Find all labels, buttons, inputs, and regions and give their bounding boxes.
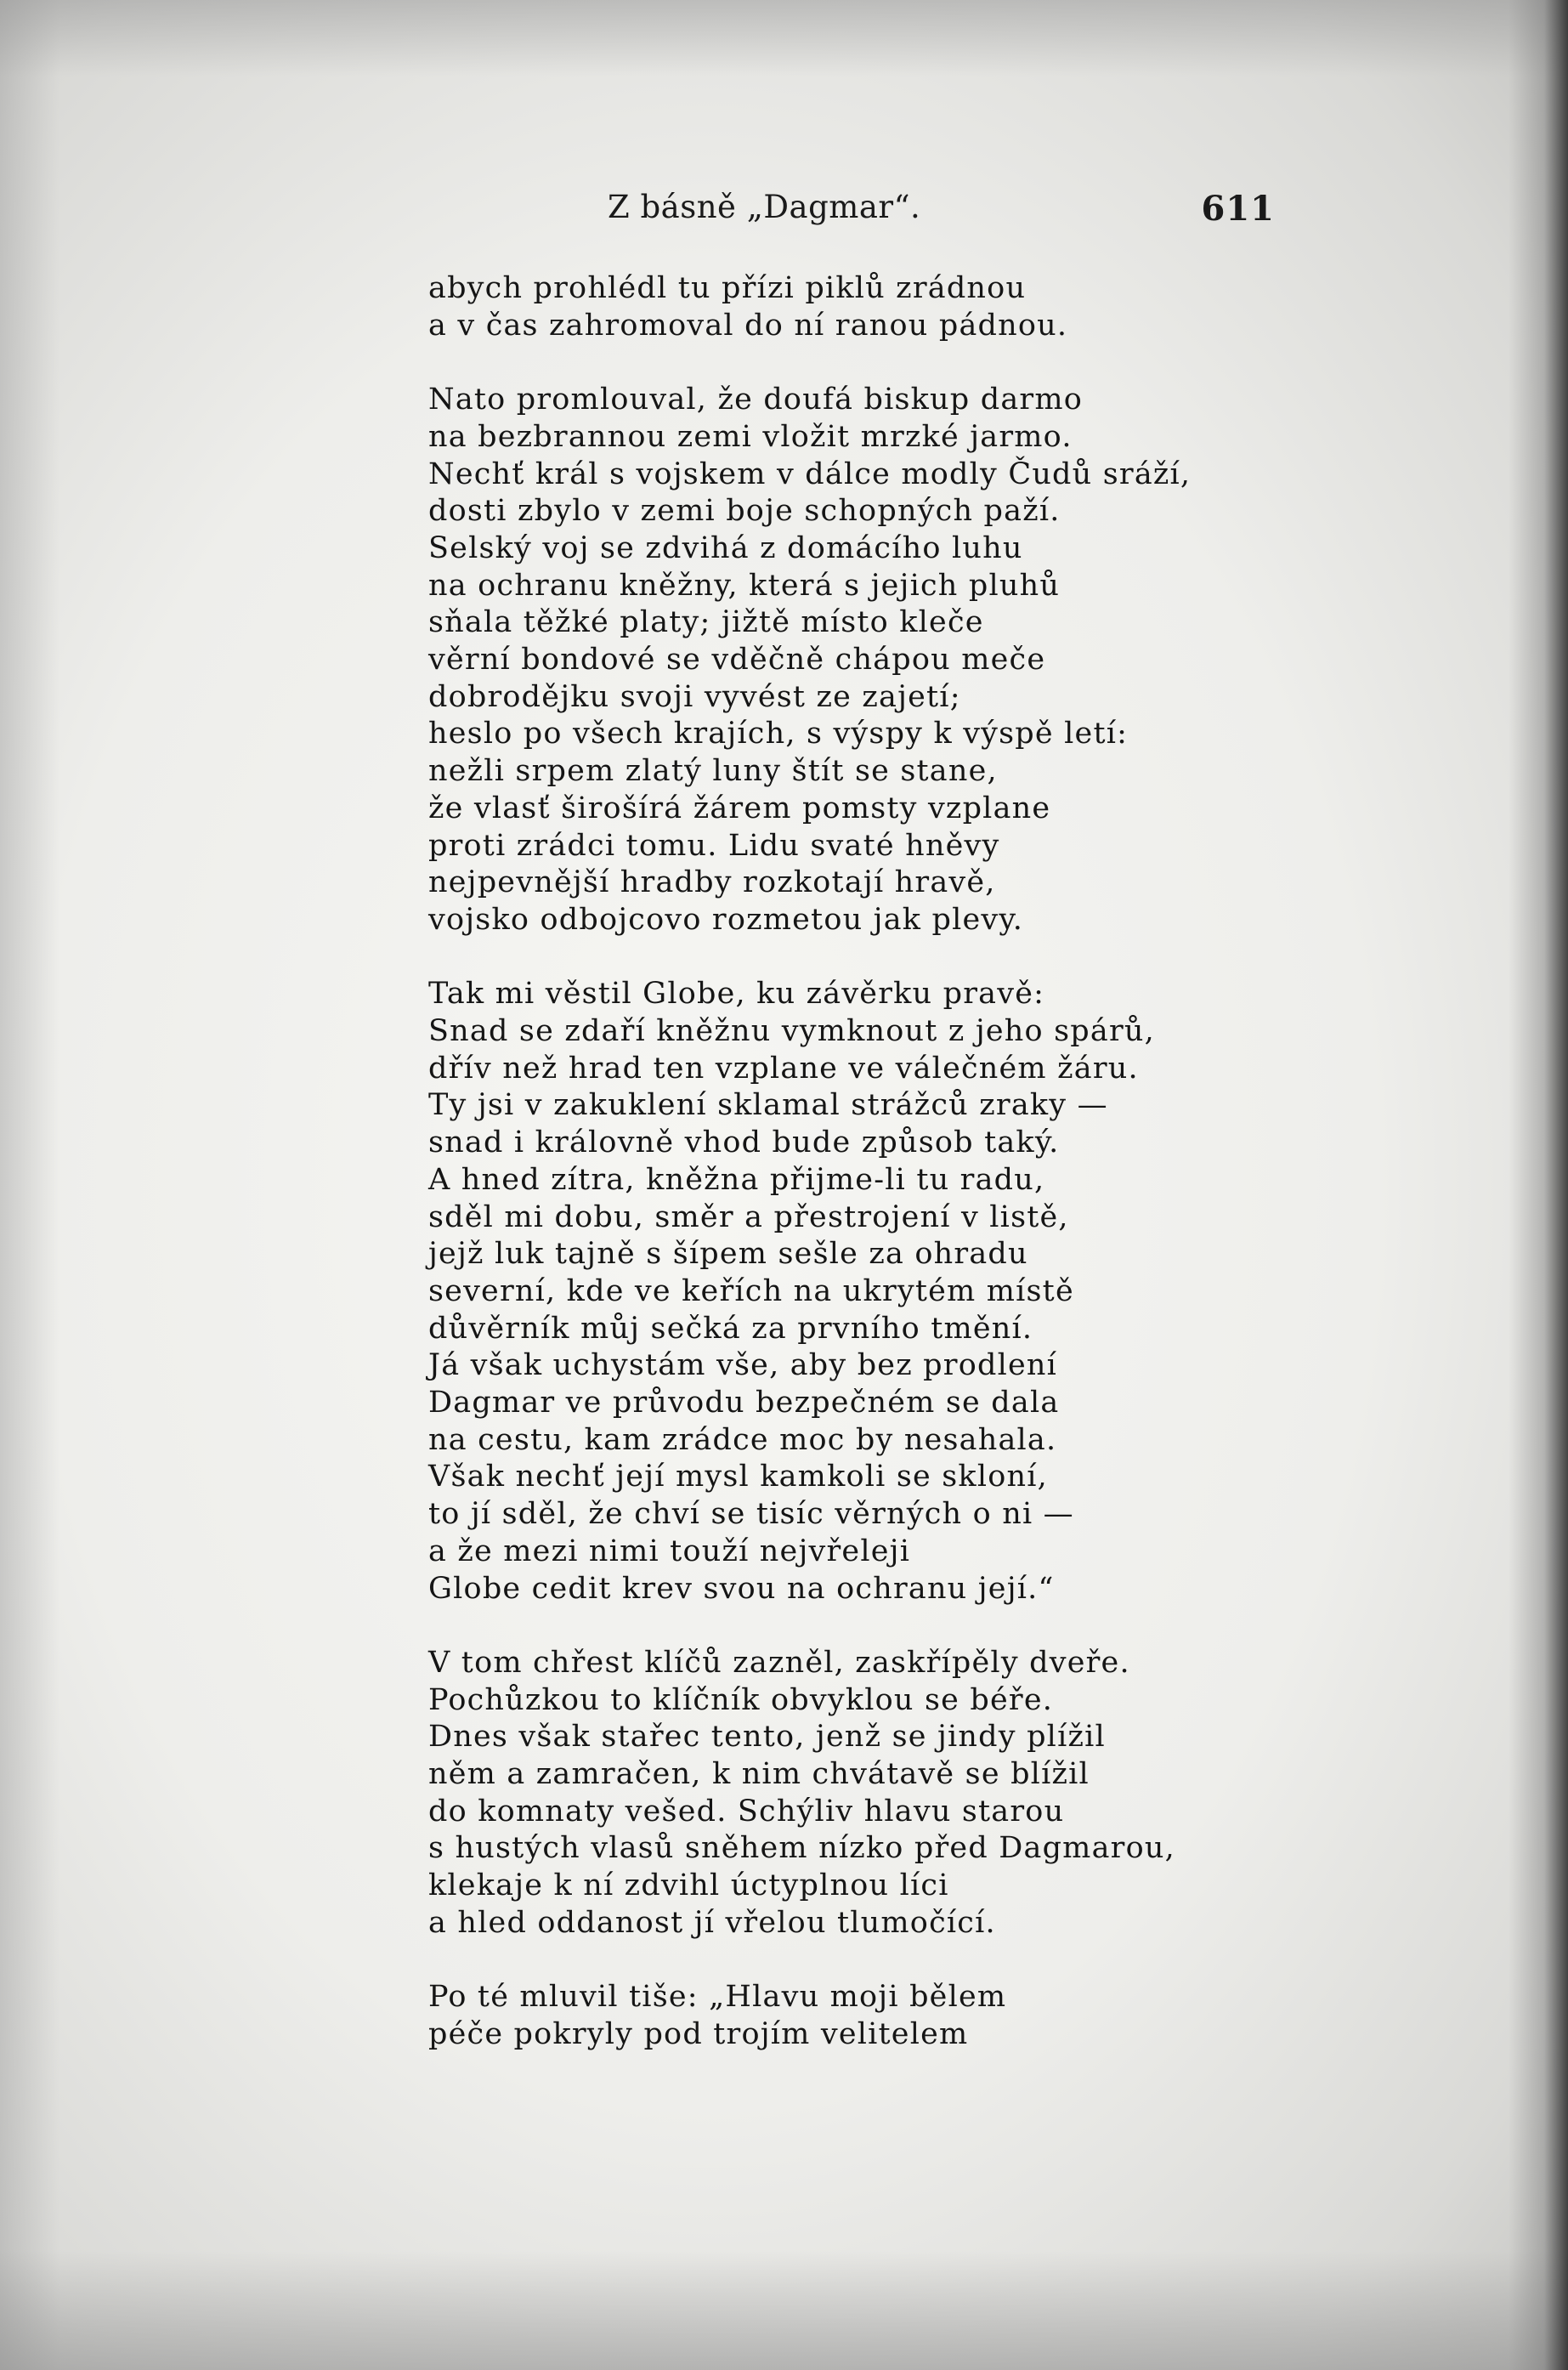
poem-line: V tom chřest klíčů zazněl, zaskřípěly dveře.: [428, 1645, 1130, 1680]
poem-line: Globe cedit krev svou na ochranu její.“: [428, 1571, 1055, 1606]
poem-line: klekaje k ní zdvihl úctyplnou líci: [428, 1868, 949, 1903]
poem-line: Tak mi věstil Globe, ku závěrku pravě:: [428, 977, 1045, 1012]
poem-line: nejpevnější hradby rozkotají hravě,: [428, 865, 996, 900]
poem-line: heslo po všech krajích, s výspy k výspě letí:: [428, 717, 1129, 751]
poem-line: sděl mi dobu, směr a přestrojení v listě,: [428, 1199, 1069, 1234]
poem-line: abych prohlédl tu přízi piklů zrádnou: [428, 271, 1027, 305]
poem-line: sňala těžké platy; jižtě místo kleče: [428, 605, 984, 640]
page-top-shadow: [0, 0, 1568, 77]
poem-line: Po té mluvil tiše: „Hlavu moji bělem: [428, 1980, 1007, 2015]
poem-line: na bezbrannou zemi vložit mrzké jarmo.: [428, 419, 1073, 454]
poem-line: Dnes však stařec tento, jenž se jindy plížil: [428, 1720, 1106, 1755]
poem-line: Selský voj se zdvihá z domácího luhu: [428, 530, 1023, 565]
poem-line: dosti zbylo v zemi boje schopných paží.: [428, 494, 1061, 529]
poem-line: péče pokryly pod trojím velitelem: [428, 2016, 969, 2051]
stanza: [428, 382, 1193, 939]
stanza: [428, 1645, 1193, 1942]
stanza: [428, 1979, 1193, 2053]
poem-line: jejž luk tajně s šípem sešle za ohradu: [428, 1237, 1028, 1272]
poem-line: dřív než hrad ten vzplane ve válečném žáru.: [428, 1051, 1139, 1086]
poem-line: Ty jsi v zakuklení sklamal strážců zraky —: [428, 1088, 1108, 1123]
poem-line: Nato promlouval, že doufá biskup darmo: [428, 383, 1083, 417]
poem-line: Dagmar ve průvodu bezpečném se dala: [428, 1386, 1060, 1420]
poem-line: do komnaty vešed. Schýliv hlavu starou: [428, 1794, 1065, 1829]
poem-line: A hned zítra, kněžna přijme-li tu radu,: [428, 1162, 1045, 1197]
poem-line: vojsko odbojcovo rozmetou jak plevy.: [428, 902, 1024, 937]
poem-line: důvěrník můj sečká za prvního tmění.: [428, 1311, 1033, 1346]
poem-line: Pochůzkou to klíčník obvyklou se béře.: [428, 1682, 1054, 1717]
poem-line: na ochranu kněžny, která s jejich pluhů: [428, 568, 1061, 603]
stanza: [428, 270, 1193, 344]
page-header: [595, 189, 1292, 236]
poem-line: severní, kde ve keřích na ukrytém místě: [428, 1273, 1074, 1308]
poem-line: proti zrádci tomu. Lidu svaté hněvy: [428, 828, 1000, 863]
page-right-binding-shadow: [1509, 0, 1568, 2370]
poem-line: to jí sděl, že chví se tisíc věrných o ni —: [428, 1497, 1074, 1532]
poem-line: nežli srpem zlatý luny štít se stane,: [428, 754, 998, 789]
poem-line: a že mezi nimi touží nejvřeleji: [428, 1534, 911, 1568]
poem-line: něm a zamračen, k nim chvátavě se blížil: [428, 1757, 1090, 1792]
poem-text: [428, 270, 1193, 2090]
poem-line: věrní bondové se vděčně chápou meče: [428, 643, 1046, 678]
poem-line: že vlasť širošírá žárem pomsty vzplane: [428, 791, 1051, 825]
poem-line: Však nechť její mysl kamkoli se skloní,: [428, 1460, 1048, 1494]
page-number: 611: [1201, 189, 1275, 229]
poem-line: Nechť král s vojskem v dálce modly Čudů sráží,: [428, 456, 1192, 491]
poem-line: a v čas zahromoval do ní ranou pádnou.: [428, 308, 1068, 343]
poem-line: na cestu, kam zrádce moc by nesahala.: [428, 1422, 1057, 1457]
poem-line: snad i královně vhod bude způsob taký.: [428, 1125, 1060, 1160]
stanza: [428, 976, 1193, 1607]
poem-line: dobroděјku svoji vyvést ze zajetí;: [428, 679, 961, 714]
page-bottom-shadow: [0, 2251, 1568, 2370]
poem-line: Já však uchystám vše, aby bez prodlení: [428, 1348, 1058, 1383]
running-title: Z básně „Dagmar“.: [608, 189, 921, 225]
poem-line: Snad se zdaří kněžnu vymknout z jeho spárů,: [428, 1014, 1155, 1049]
page-left-shadow: [0, 0, 59, 2370]
poem-line: a hled oddanost jí vřelou tlumočící.: [428, 1905, 996, 1940]
poem-line: s hustých vlasů sněhem nízko před Dagmarou,: [428, 1831, 1175, 1866]
